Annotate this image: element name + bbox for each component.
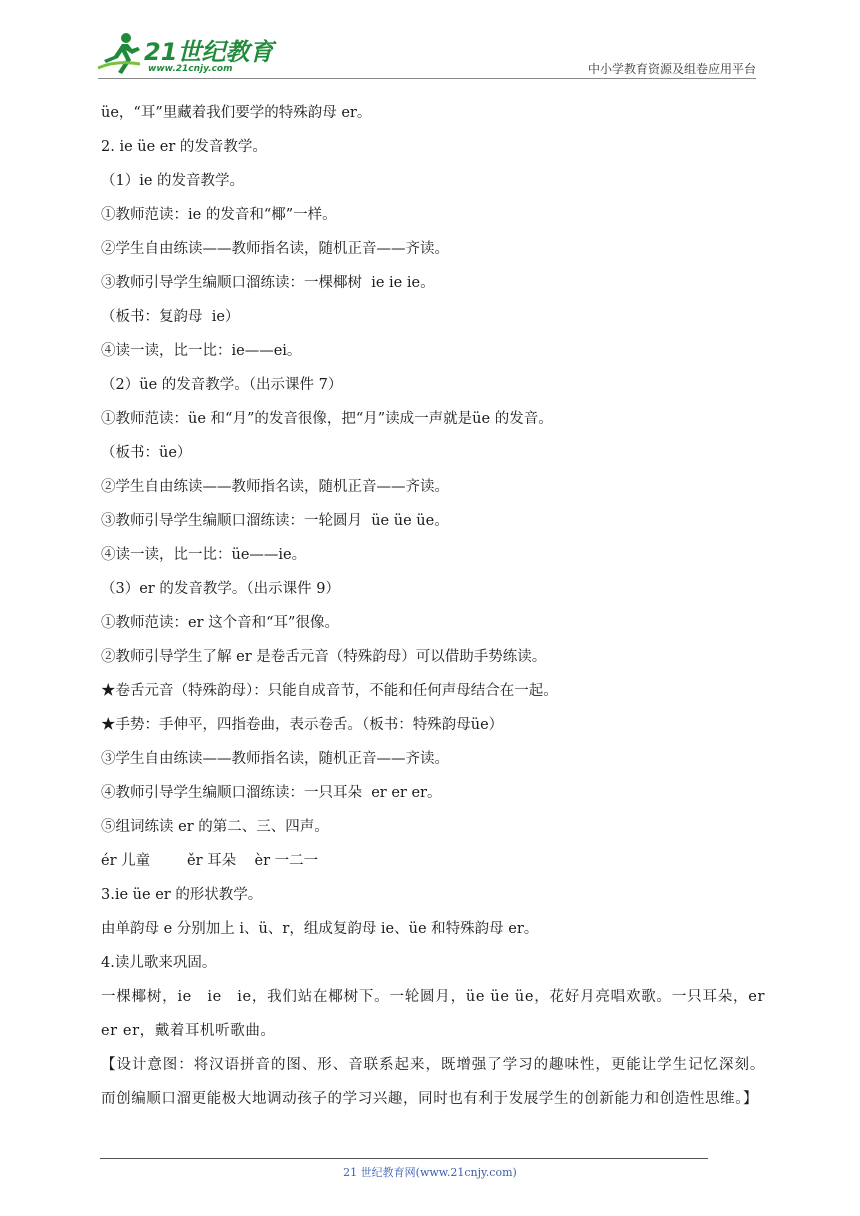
subsection-heading: （2）üe 的发音教学。（出示课件 7） <box>101 377 343 393</box>
document-body <box>101 96 765 1116</box>
footer-divider <box>100 1158 708 1159</box>
text-line: ④读一读，比一比：ie——ei。 <box>101 343 302 359</box>
text-line: üe，“耳”里藏着我们要学的特殊韵母 er。 <box>101 105 372 121</box>
section-heading: 2. ie üe er 的发音教学。 <box>101 139 267 155</box>
text-line: ★手势：手伸平，四指卷曲，表示卷舌。（板书：特殊韵母üe） <box>101 717 504 733</box>
footer-text: 21 世纪教育网(www.21cnjy.com) <box>343 1166 517 1179</box>
subsection-heading: （1）ie 的发音教学。 <box>101 173 245 189</box>
text-line: 由单韵母 e 分别加上 i、ü、r，组成复韵母 ie、üe 和特殊韵母 er。 <box>101 921 539 937</box>
header-divider <box>98 78 756 79</box>
design-intent: 【设计意图：将汉语拼音的图、形、音联系起来，既增强了学习的趣味性，更能让学生记忆深刻。而创编顺口溜更能极大地调动孩子的学习兴趣，同时也有利于发展学生的创新能力和创造性思维。】 <box>101 1057 765 1107</box>
logo <box>96 30 274 78</box>
text-line: ★卷舌元音（特殊韵母）：只能自成音节，不能和任何声母结合在一起。 <box>101 683 558 699</box>
text-line: ②学生自由练读——教师指名读，随机正音——齐读。 <box>101 479 449 495</box>
text-line: （板书：复韵母 ie） <box>101 309 240 325</box>
text-line: ér 儿童 ěr 耳朵 èr 一二一 <box>101 853 319 869</box>
children-rhyme: 一棵椰树，ie ie ie，我们站在椰树下。一轮圆月，üe üe üe，花好月亮唱欢歌。一只耳朵，er er er，戴着耳机听歌曲。 <box>101 989 765 1039</box>
text-line: ③学生自由练读——教师指名读，随机正音——齐读。 <box>101 751 449 767</box>
text-line: ①教师范读：üe 和“月”的发音很像，把“月”读成一声就是üe 的发音。 <box>101 411 553 427</box>
section-heading: 3.ie üe er 的形状教学。 <box>101 887 263 903</box>
logo-url: www.21cnjy.com <box>148 64 233 74</box>
text-line: ④读一读，比一比：üe——ie。 <box>101 547 307 563</box>
text-line: ①教师范读：ie 的发音和“椰”一样。 <box>101 207 337 223</box>
section-heading: 4.读儿歌来巩固。 <box>101 955 217 971</box>
text-line: （板书：üe） <box>101 445 192 461</box>
text-line: ③教师引导学生编顺口溜练读：一棵椰树 ie ie ie。 <box>101 275 435 291</box>
text-line: ②学生自由练读——教师指名读，随机正音——齐读。 <box>101 241 449 257</box>
text-line: ④教师引导学生编顺口溜练读：一只耳朵 er er er。 <box>101 785 442 801</box>
platform-name: 中小学教育资源及组卷应用平台 <box>587 62 756 76</box>
logo-text: 21世纪教育 <box>144 38 274 66</box>
subsection-heading: （3）er 的发音教学。（出示课件 9） <box>101 581 340 597</box>
page-header <box>0 0 860 80</box>
text-line: ②教师引导学生了解 er 是卷舌元音（特殊韵母）可以借助手势练读。 <box>101 649 547 665</box>
text-line: ⑤组词练读 er 的第二、三、四声。 <box>101 819 329 835</box>
text-line: ①教师范读：er 这个音和“耳”很像。 <box>101 615 339 631</box>
text-line: ③教师引导学生编顺口溜练读：一轮圆月 üe üe üe。 <box>101 513 449 529</box>
